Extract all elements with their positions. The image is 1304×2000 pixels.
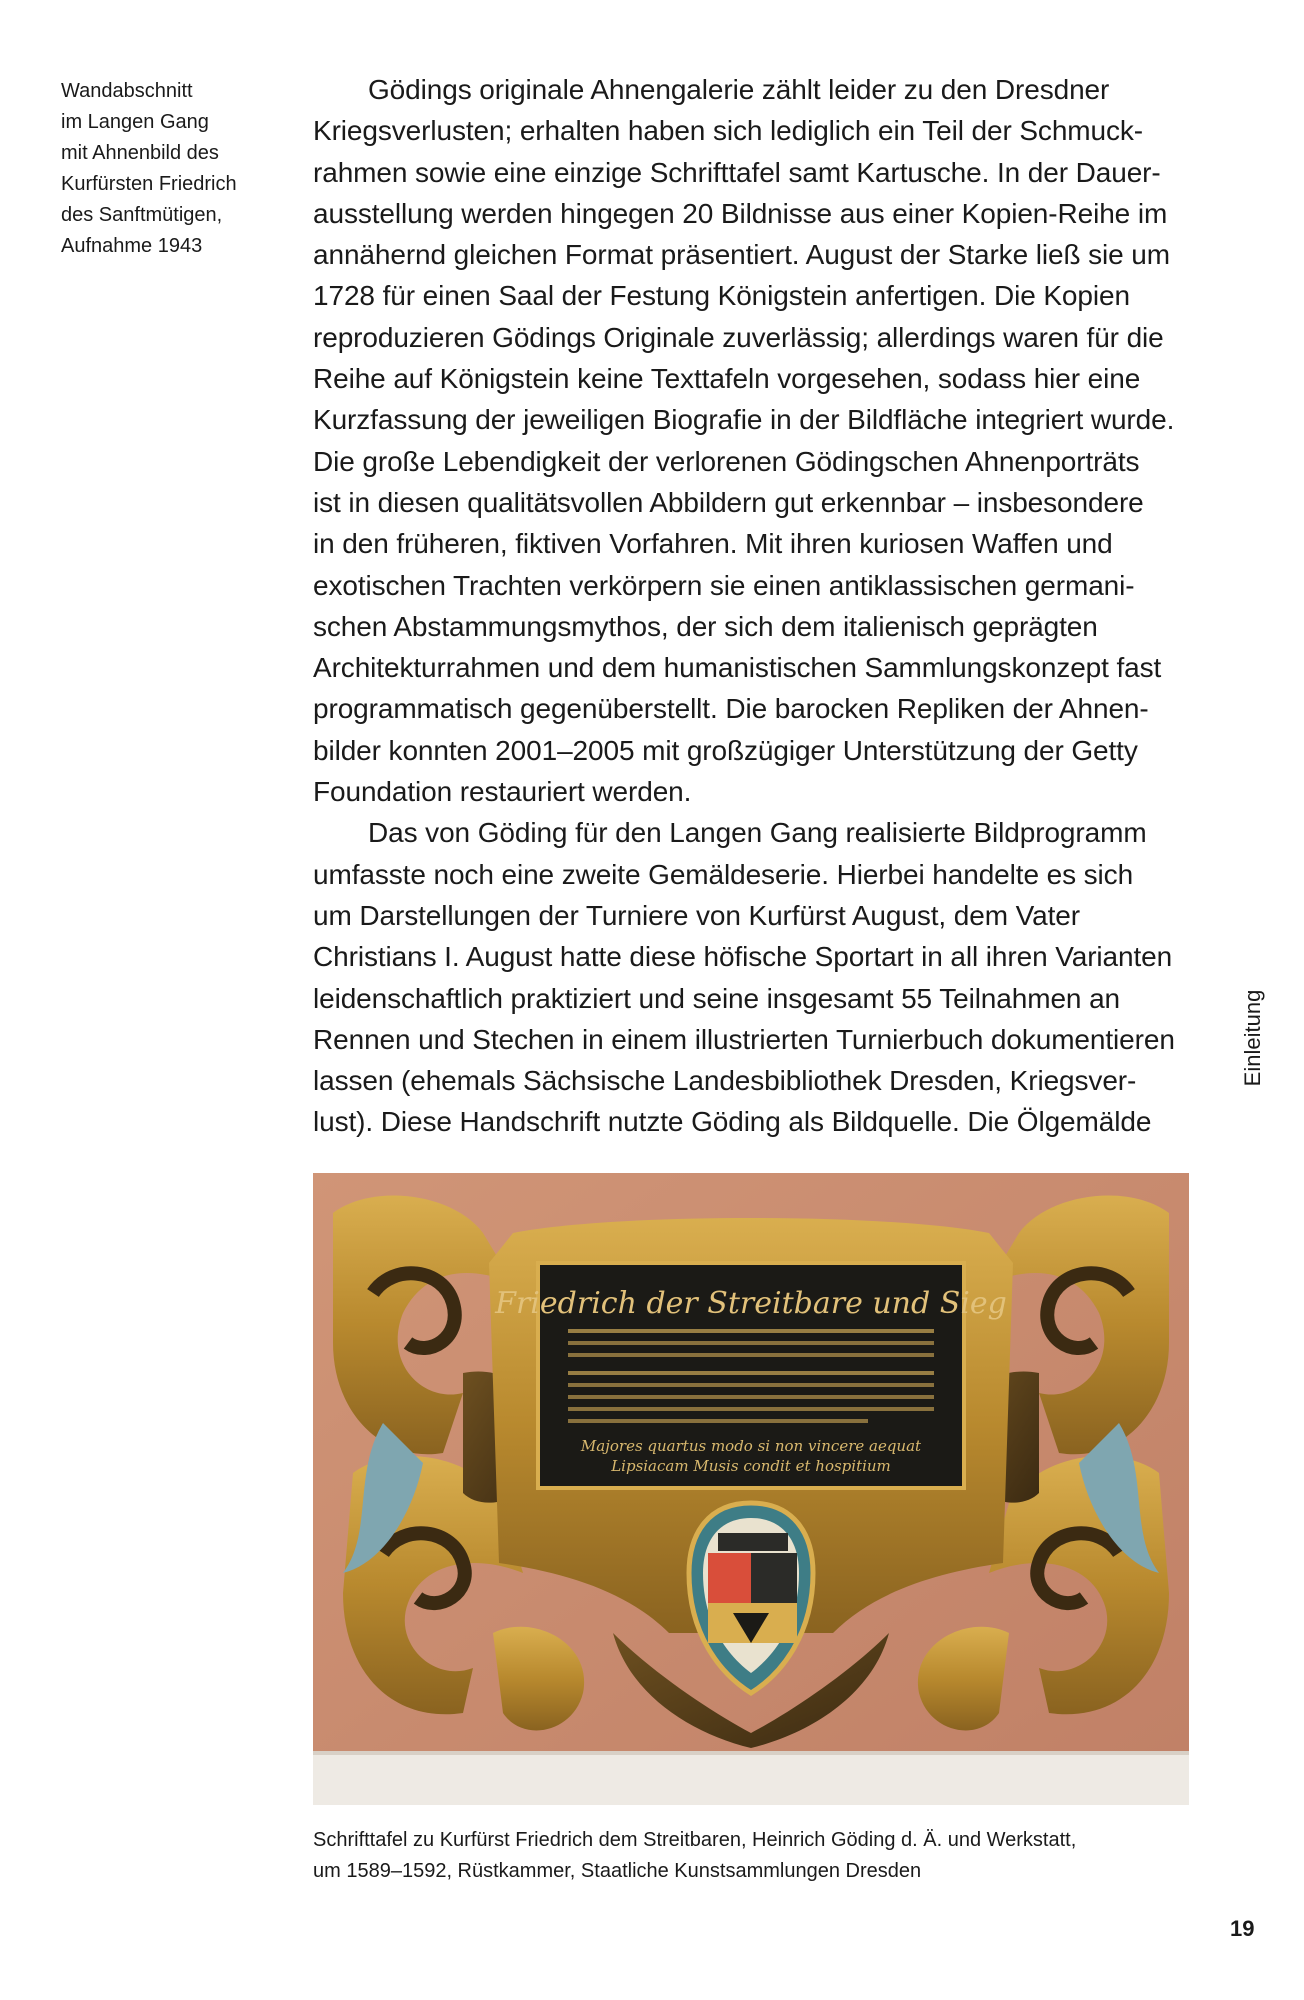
body-line: schen Abstammungsmythos, der sich dem italienisch geprägten bbox=[313, 610, 1098, 642]
body-line: Reihe auf Königstein keine Texttafeln vorgesehen, sodass hier eine bbox=[313, 363, 1141, 395]
body-line: Rennen und Stechen in einem illustrierten Turnierbuch dokumentieren bbox=[313, 1023, 1175, 1055]
plaque-photo bbox=[313, 1173, 1189, 1805]
body-text bbox=[313, 69, 1203, 1143]
side-caption-line: Kurfürsten Friedrich bbox=[61, 173, 237, 195]
body-line: Foundation restauriert werden. bbox=[313, 776, 692, 808]
body-line: ausstellung werden hingegen 20 Bildnisse aus einer Kopien-Reihe im bbox=[313, 197, 1168, 229]
body-line: Kriegsverlusten; erhalten haben sich lediglich ein Teil der Schmuck- bbox=[313, 115, 1144, 147]
body-line: in den früheren, fiktiven Vorfahren. Mit ihren kuriosen Waffen und bbox=[313, 528, 1113, 560]
wall-baseboard bbox=[313, 1753, 1189, 1805]
plaque-title: Friedrich der Streitbare und Sieg bbox=[495, 1286, 1007, 1321]
body-line: annähernd gleichen Format präsentiert. August der Starke ließ sie um bbox=[313, 239, 1170, 271]
body-line: Die große Lebendigkeit der verlorenen Gödingschen Ahnenporträts bbox=[313, 445, 1140, 477]
running-head: Einleitung bbox=[1240, 989, 1265, 1087]
side-caption-line: mit Ahnenbild des bbox=[61, 142, 219, 164]
plaque-latin-line: Majores quartus modo si non vincere aequat bbox=[580, 1437, 922, 1455]
body-line: lust). Diese Handschrift nutzte Göding als Bildquelle. Die Ölgemälde bbox=[313, 1106, 1152, 1138]
body-line: reproduzieren Gödings Originale zuverlässig; allerdings waren für die bbox=[313, 321, 1164, 353]
side-caption-line: Aufnahme 1943 bbox=[61, 235, 203, 257]
side-caption-line: des Sanftmütigen, bbox=[61, 204, 223, 226]
body-line: leidenschaftlich praktiziert und seine insgesamt 55 Teilnahmen an bbox=[313, 982, 1121, 1014]
page-number: 19 bbox=[1230, 1916, 1255, 1941]
body-line: lassen (ehemals Sächsische Landesbibliothek Dresden, Kriegsver- bbox=[313, 1065, 1137, 1097]
body-line: Architekturrahmen und dem humanistischen Sammlungskonzept fast bbox=[313, 652, 1162, 684]
body-line: um Darstellungen der Turniere von Kurfürst August, dem Vater bbox=[313, 899, 1080, 931]
side-caption-line: Wandabschnitt bbox=[61, 80, 193, 102]
body-line: Kurzfassung der jeweiligen Biografie in der Bildfläche integriert wurde. bbox=[313, 404, 1175, 436]
body-line: programmatisch gegenüberstellt. Die barocken Repliken der Ahnen- bbox=[313, 693, 1149, 725]
side-caption-line: im Langen Gang bbox=[61, 111, 209, 133]
plaque-illustration bbox=[313, 1173, 1189, 1805]
body-line: ist in diesen qualitätsvollen Abbildern gut erkennbar – insbesondere bbox=[313, 486, 1144, 518]
body-line: Gödings originale Ahnengalerie zählt leider zu den Dresdner bbox=[368, 74, 1110, 105]
side-caption bbox=[61, 76, 291, 262]
body-line: bilder konnten 2001–2005 mit großzügiger Unterstützung der Getty bbox=[313, 734, 1138, 766]
plaque-latin-line: Lipsiacam Musis condit et hospitium bbox=[611, 1457, 891, 1475]
photo-caption bbox=[313, 1825, 1213, 1887]
body-line: Christians I. August hatte diese höfische Sportart in all ihren Varianten bbox=[313, 941, 1173, 973]
body-line: rahmen sowie eine einzige Schrifttafel samt Kartusche. In der Dauer- bbox=[313, 156, 1161, 188]
body-line: umfasste noch eine zweite Gemäldeserie. Hierbei handelte es sich bbox=[313, 858, 1134, 890]
photo-caption-line: Schrifttafel zu Kurfürst Friedrich dem Streitbaren, Heinrich Göding d. Ä. und Werkstatt, bbox=[313, 1829, 1077, 1851]
photo-caption-line: um 1589–1592, Rüstkammer, Staatliche Kunstsammlungen Dresden bbox=[313, 1860, 922, 1882]
body-line: Das von Göding für den Langen Gang realisierte Bildprogramm bbox=[368, 817, 1147, 849]
body-line: 1728 für einen Saal der Festung Königstein anfertigen. Die Kopien bbox=[313, 280, 1130, 312]
body-line: exotischen Trachten verkörpern sie einen antiklassischen germani- bbox=[313, 569, 1135, 601]
